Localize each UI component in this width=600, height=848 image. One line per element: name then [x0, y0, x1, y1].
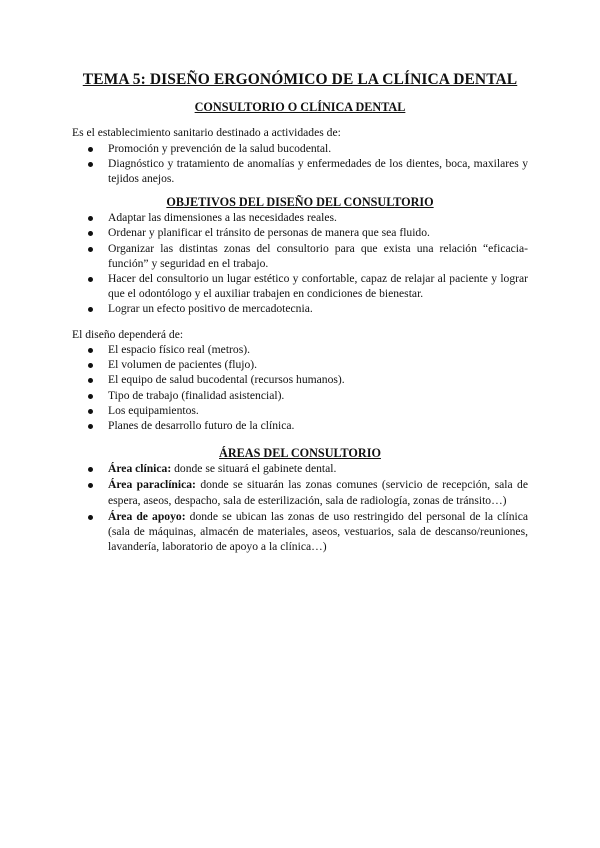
list-item-text: Hacer del consultorio un lugar estético y confortable, capaz de relajar al paciente y lograr que el odontólogo y el auxiliar trabajen en condiciones de bienestar.	[108, 271, 528, 301]
bullet-icon	[88, 424, 93, 429]
list-item	[72, 342, 528, 357]
list-item	[72, 418, 528, 433]
list-item-text: El equipo de salud bucodental (recursos humanos).	[108, 373, 345, 387]
list-item	[72, 403, 528, 418]
list-item-text: Planes de desarrollo futuro de la clínica.	[108, 419, 295, 433]
list-item	[72, 301, 528, 316]
list-item	[72, 372, 528, 387]
diseno-intro: El diseño dependerá de:	[72, 327, 184, 341]
section-heading-areas: ÁREAS DEL CONSULTORIO	[219, 446, 381, 461]
objetivos-list	[72, 210, 528, 316]
list-item-text: Promoción y prevención de la salud bucodental.	[108, 141, 332, 155]
consultorio-activities-list	[72, 141, 528, 187]
bullet-icon	[88, 277, 93, 282]
area-term: Área de apoyo:	[108, 509, 186, 523]
list-item	[72, 509, 528, 555]
area-description: donde se ubican las zonas de uso restringido del personal de la clínica (sala de máquinas, almacén de materiales, aseos, vestuarios, sala de descanso/reuniones, lavandería, laboratorio de apoyo a la clínica…)	[108, 509, 529, 554]
list-item-text: Ordenar y planificar el tránsito de personas de manera que sea fluido.	[108, 226, 430, 240]
diseno-factors-list	[72, 342, 528, 433]
document-title: TEMA 5: DISEÑO ERGONÓMICO DE LA CLÍNICA DENTAL	[82, 71, 518, 88]
list-item-text: Los equipamientos.	[108, 403, 199, 417]
area-description: donde se situarán las zonas comunes (servicio de recepción, sala de espera, aseos, despacho, sala de esterilización, sala de radiología, zonas de tránsito…)	[108, 478, 528, 507]
bullet-icon	[88, 378, 93, 383]
section-heading-consultorio: CONSULTORIO O CLÍNICA DENTAL	[194, 100, 406, 114]
list-item	[72, 141, 528, 156]
bullet-icon	[88, 409, 93, 414]
list-item-text: Organizar las distintas zonas del consultorio para que exista una relación “eficacia-función” y seguridad en el trabajo.	[108, 241, 528, 270]
bullet-icon	[88, 394, 93, 399]
area-term: Área paraclínica:	[108, 478, 196, 492]
bullet-icon	[88, 231, 93, 236]
consultorio-intro: Es el establecimiento sanitario destinado a actividades de:	[72, 126, 341, 139]
areas-list	[72, 461, 528, 554]
bullet-icon	[88, 483, 93, 488]
bullet-icon	[88, 247, 93, 252]
bullet-icon	[88, 515, 93, 520]
list-item-text: El espacio físico real (metros).	[108, 343, 250, 357]
list-item	[72, 225, 528, 240]
section-heading-objetivos: OBJETIVOS DEL DISEÑO DEL CONSULTORIO	[166, 195, 434, 210]
list-item	[72, 210, 528, 225]
bullet-icon	[88, 216, 93, 221]
list-item	[72, 156, 528, 186]
list-item	[72, 477, 528, 507]
list-item	[72, 357, 528, 372]
list-item	[72, 271, 528, 301]
list-item-text: El volumen de pacientes (flujo).	[108, 358, 258, 372]
bullet-icon	[88, 147, 93, 152]
document-page	[72, 70, 528, 555]
list-item-text: Diagnóstico y tratamiento de anomalías y enfermedades de los dientes, boca, maxilares y tejidos anejos.	[108, 156, 528, 185]
area-term: Área clínica:	[108, 462, 172, 476]
list-item-text: Lograr un efecto positivo de mercadotecnia.	[108, 302, 313, 316]
list-item	[72, 241, 528, 271]
list-item	[72, 461, 528, 476]
list-item-text: Adaptar las dimensiones a las necesidades reales.	[108, 211, 337, 225]
area-description: donde se situará el gabinete dental.	[171, 462, 337, 476]
list-item-text: Tipo de trabajo (finalidad asistencial).	[108, 388, 285, 402]
list-item	[72, 388, 528, 403]
bullet-icon	[88, 162, 93, 167]
bullet-icon	[88, 307, 93, 312]
bullet-icon	[88, 348, 93, 353]
bullet-icon	[88, 467, 93, 472]
bullet-icon	[88, 363, 93, 368]
